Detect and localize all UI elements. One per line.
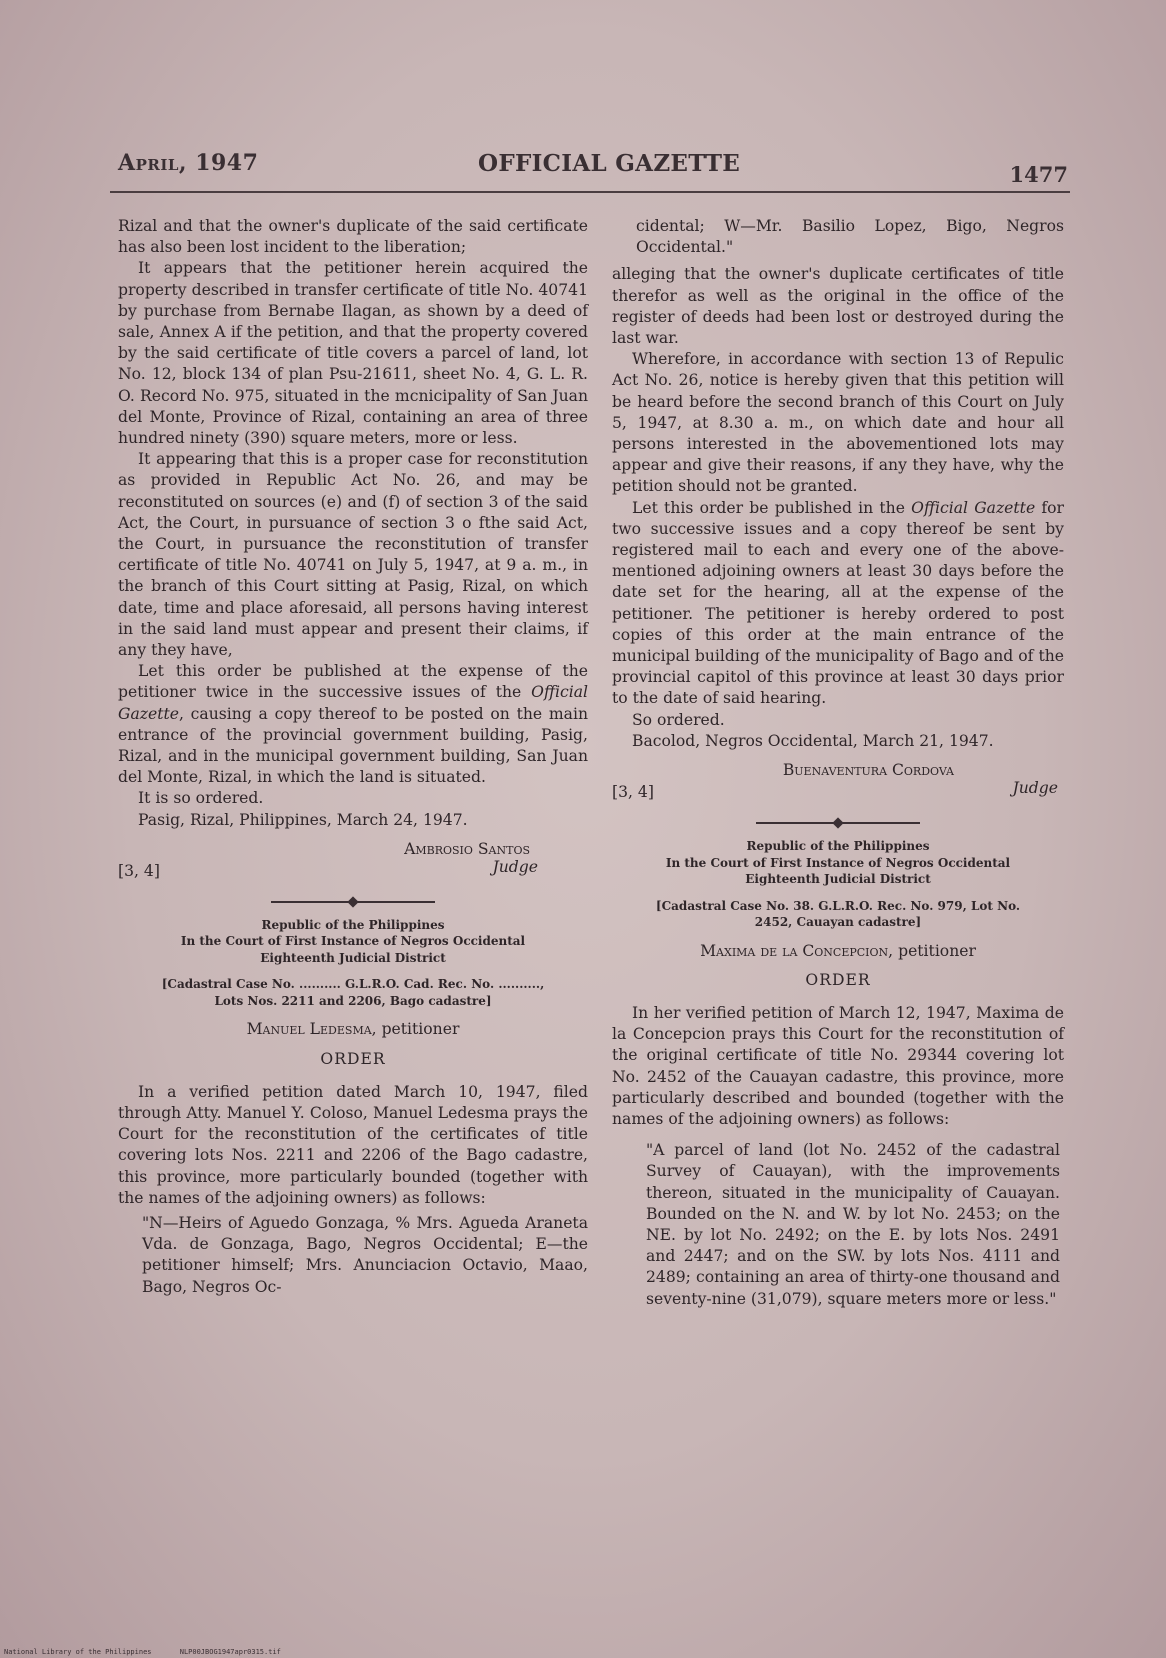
header-page-number: 1477	[1009, 162, 1068, 187]
right-column	[612, 216, 1064, 1310]
court-line: Republic of the Philippines	[746, 839, 930, 854]
gazette-name: Official Gazette	[118, 683, 588, 723]
header-title: OFFICIAL GAZETTE	[478, 150, 741, 177]
case-line: Lots Nos. 2211 and 2206, Bago cadastre]	[214, 993, 492, 1008]
paragraph: It is so ordered.	[138, 789, 264, 808]
petitioner-name: Maxima de la Concepcion	[700, 941, 889, 960]
case-line: [Cadastral Case No. 38. G.L.R.O. Rec. No. 979, Lot No.	[655, 898, 1021, 913]
paragraph: So ordered.	[632, 710, 725, 729]
ornament-divider	[118, 895, 588, 909]
text-run: for two successive issues and a copy thereof be sent by registered mail to each and every one of the above-mentioned adjoining owners at least 30 days before the date set for the hearing, all at the expense of the petitioner. The petitioner is hereby ordered to post copies of this order at the main entrance of the municipal building of the municipality of Bago and of the provincial capitol of this province at least 30 days prior to the date of said hearing.	[612, 498, 1064, 708]
court-heading	[612, 838, 1064, 888]
quoted-boundaries-cont: cidental; W—Mr. Basilio Lopez, Bigo, Negros Occidental."	[636, 217, 1064, 257]
order-heading: ORDER	[320, 1049, 386, 1068]
petitioner-line	[612, 941, 1064, 962]
paragraph: It appearing that this is a proper case for reconstitution as provided in Republic Act No. 26, and may be reconstituted on sources (e) and (f) of section 3 of the said Act, the Court, in pursuance of section 3 o fthe said Act, the Court, in pursuance the reconstitution of transfer certificate of title No. 40741 on July 5, 1947, at 9 a. m., in the branch of this Court sitting at Pasig, Rizal, on which date, time and place aforesaid, all persons having interest in the said land must appear and present their claims, if any they have,	[118, 450, 588, 660]
judge-title: Judge	[492, 857, 538, 876]
court-line: Eighteenth Judicial District	[745, 872, 931, 887]
paragraph: In her verified petition of March 12, 1947, Maxima de la Concepcion prays this Court for the reconstitution of the original certificate of title No. 29344 covering lot No. 2452 of the Cauayan cadastre, this province, more particularly described and bounded (together with the names of the adjoining owners) as follows:	[612, 1003, 1064, 1128]
court-line: In the Court of First Instance of Negros Occidental	[180, 934, 526, 949]
paragraph: Bacolod, Negros Occidental, March 21, 1947.	[632, 731, 994, 750]
petitioner-name: Manuel Ledesma	[246, 1020, 372, 1039]
case-line: [Cadastral Case No. .......... G.L.R.O. Cad. Rec. No. ..........,	[161, 977, 545, 992]
judge-name: Buenaventura Cordova	[782, 761, 954, 780]
scan-footer	[4, 1648, 305, 1656]
paragraph	[118, 661, 588, 788]
case-line: 2452, Cauayan cadastre]	[754, 915, 922, 930]
signature-block	[612, 760, 1064, 810]
court-line: Republic of the Philippines	[261, 917, 445, 932]
case-caption	[612, 898, 1064, 931]
case-caption	[118, 976, 588, 1009]
page-header	[118, 150, 1068, 190]
court-line: In the Court of First Instance of Negros Occidental	[665, 855, 1011, 870]
paragraph: Rizal and that the owner's duplicate of the said certificate has also been lost incident to the liberation;	[118, 217, 588, 257]
text-run: , causing a copy thereof to be posted on the main entrance of the provincial government building, Pasig, Rizal, and in the municipal government building, San Juan del Monte, Rizal, in which the land is situated.	[118, 704, 588, 787]
paragraph	[612, 498, 1064, 710]
text-run: Let this order be published at the expense of the petitioner twice in the successive issues of the	[118, 662, 588, 702]
court-heading	[118, 917, 588, 967]
footer-file: NLP00JBOG1947apr0315.tif	[179, 1648, 281, 1656]
paragraph: In a verified petition dated March 10, 1947, filed through Atty. Manuel Y. Coloso, Manuel Ledesma prays the Court for the reconstitution of the certificates of title covering lots Nos. 2211 and 2206 of the Bago cadastre, this province, more particularly bounded (together with the names of the adjoining owners) as follows:	[118, 1082, 588, 1207]
order-heading: ORDER	[805, 970, 871, 989]
ornament-divider	[612, 816, 1064, 830]
paragraph: alleging that the owner's duplicate certificates of title therefor as well as the original in the office of the register of deeds had been lost or destroyed during the last war.	[612, 265, 1064, 348]
header-rule	[110, 191, 1070, 193]
paragraph: Pasig, Rizal, Philippines, March 24, 1947.	[138, 810, 468, 829]
issue-ref: [3, 4]	[612, 783, 654, 802]
petitioner-role: , petitioner	[371, 1020, 460, 1039]
header-month: April, 1947	[118, 150, 259, 176]
gazette-name: Official Gazette	[911, 498, 1036, 517]
judge-title: Judge	[1012, 779, 1058, 798]
petitioner-line	[118, 1019, 588, 1040]
text-run: Let this order be published in the	[632, 498, 912, 517]
quoted-boundaries: "N—Heirs of Aguedo Gonzaga, % Mrs. Agueda Araneta Vda. de Gonzaga, Bago, Negros Occidental; E—the petitioner himself; Mrs. Anunciacion Octavio, Maao, Bago, Negros Oc-	[142, 1214, 588, 1296]
left-column	[118, 216, 588, 1304]
paragraph: Wherefore, in accordance with section 13 of Repulic Act No. 26, notice is hereby given that this petition will be heard before the second branch of this Court on July 5, 1947, at 8.30 a. m., on which date and hour all persons interested in the abovementioned lots may appear and give their reasons, if any they have, why the petition should not be granted.	[612, 350, 1064, 496]
quoted-description: "A parcel of land (lot No. 2452 of the cadastral Survey of Cauayan), with the improvements thereon, situated in the municipality of Cauayan. Bounded on the N. and W. by lot No. 2453; on the NE. by lot No. 2492; on the E. by lots Nos. 2491 and 2447; and on the SW. by lots Nos. 4111 and 2489; containing an area of thirty-one thousand and seventy-nine (31,079), square meters more or less."	[646, 1141, 1060, 1308]
judge-name: Ambrosio Santos	[404, 839, 530, 858]
court-line: Eighteenth Judicial District	[260, 950, 446, 965]
signature-block	[118, 839, 588, 889]
petitioner-role: , petitioner	[888, 941, 976, 960]
footer-library: National Library of the Philippines	[4, 1648, 152, 1656]
issue-ref: [3, 4]	[118, 861, 160, 880]
paragraph: It appears that the petitioner herein acquired the property described in transfer certificate of title No. 40741 by purchase from Bernabe Ilagan, as shown by a deed of sale, Annex A if the petition, and that the property covered by the said certificate of title covers a parcel of land, lot No. 12, block 134 of plan Psu-21611, sheet No. 4, G. L. R. O. Record No. 975, situated in the mcnicipality of San Juan del Monte, Province of Rizal, containing an area of three hundred ninety (390) square meters, more or less.	[118, 259, 588, 448]
